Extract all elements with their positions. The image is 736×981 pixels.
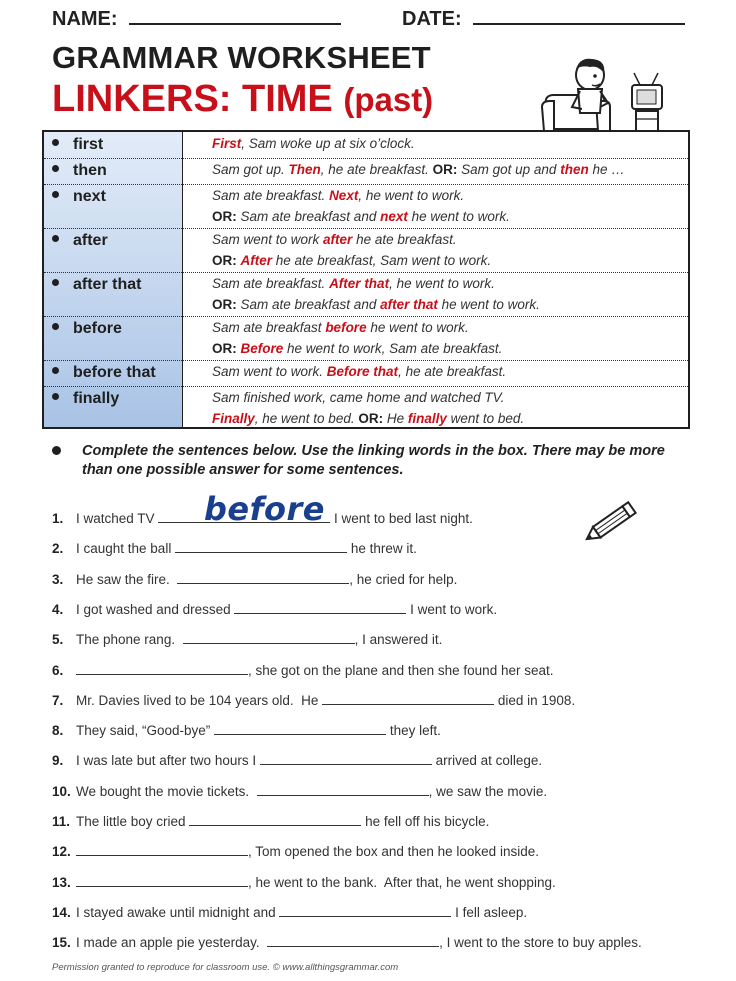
linker-word — [52, 390, 119, 408]
answer-blank[interactable] — [260, 752, 432, 765]
question-text-after: he threw it. — [347, 541, 417, 556]
example-sentence — [212, 209, 510, 224]
bullet-icon — [52, 191, 59, 198]
question-item — [52, 752, 542, 768]
sentence-text: Sam went to work. — [212, 364, 327, 379]
question-text-after: I went to bed last night. — [330, 511, 473, 526]
question-text-after: he fell off his bicycle. — [361, 814, 490, 829]
question-item — [52, 783, 547, 799]
linkers-table — [42, 130, 690, 429]
linker-word — [52, 276, 141, 294]
question-item — [52, 510, 473, 526]
sentence-text: Sam ate breakfast. — [212, 276, 330, 291]
question-item — [52, 813, 489, 829]
instructions-text: Complete the sentences below. Use the linking words in the box. There may be more than one possible answer for some sentences. — [82, 443, 665, 478]
example-sentence — [212, 341, 502, 356]
sentence-text: went to bed. — [446, 411, 525, 426]
question-text-before: He saw the fire. — [76, 572, 178, 587]
bullet-icon — [52, 446, 61, 455]
sentence-text: Sam finished work, came home and watched TV. — [212, 390, 505, 405]
pencil-icon — [585, 495, 645, 545]
linker-label: finally — [73, 390, 120, 407]
or-label: OR: — [212, 297, 237, 312]
sentence-text: , Sam woke up at six o’clock. — [241, 136, 415, 151]
linker-row — [44, 158, 688, 185]
sentence-text: He — [383, 411, 408, 426]
sentence-text: Sam got up. — [212, 162, 289, 177]
highlighted-linker: then — [560, 162, 589, 177]
bullet-icon — [52, 367, 59, 374]
sentence-text: Sam got up and — [457, 162, 561, 177]
highlighted-linker: next — [380, 209, 408, 224]
linker-row — [44, 184, 688, 229]
bullet-icon — [52, 165, 59, 172]
question-number: 9. — [52, 753, 64, 768]
linker-label: first — [73, 136, 104, 153]
question-item — [52, 843, 539, 859]
highlighted-linker: After that — [329, 276, 390, 291]
worksheet-subtitle — [52, 78, 433, 121]
question-item — [52, 662, 553, 678]
date-line[interactable] — [473, 23, 685, 25]
answer-blank[interactable] — [322, 692, 494, 705]
date-field[interactable] — [402, 8, 685, 31]
sentence-text: he ate breakfast. — [352, 232, 457, 247]
sentence-text: , he ate breakfast. — [398, 364, 507, 379]
answer-blank[interactable] — [177, 571, 349, 584]
question-text-after: , she got on the plane and then she found her seat. — [248, 663, 554, 678]
answer-blank[interactable] — [76, 662, 248, 675]
answer-blank[interactable] — [76, 843, 248, 856]
question-number: 2. — [52, 541, 64, 556]
highlighted-linker: Then — [288, 162, 321, 177]
linker-word — [52, 364, 156, 382]
linker-label: before — [73, 320, 122, 337]
sentence-text: , he ate breakfast. — [320, 162, 433, 177]
example-sentence — [212, 253, 491, 268]
copyright-footer: Permission granted to reproduce for classroom use. © www.allthingsgrammar.com — [52, 962, 399, 973]
linker-word — [52, 162, 107, 180]
sentence-text: , he went to work. — [358, 188, 465, 203]
question-text-before: I watched TV — [76, 511, 159, 526]
date-label: DATE: — [402, 8, 462, 30]
subtitle-paren: (past) — [343, 81, 434, 118]
or-label: OR: — [212, 341, 237, 356]
question-number: 3. — [52, 572, 64, 587]
question-text-after: I fell asleep. — [451, 905, 528, 920]
question-text-after: I went to work. — [406, 602, 498, 617]
name-line[interactable] — [129, 23, 341, 25]
question-text-after: , he cried for help. — [349, 572, 458, 587]
bullet-icon — [52, 323, 59, 330]
linker-word — [52, 188, 106, 206]
bullet-icon — [52, 139, 59, 146]
example-sentence — [212, 276, 495, 291]
sentence-text: Sam went to work — [212, 232, 324, 247]
linker-word — [52, 136, 103, 154]
question-number: 11. — [52, 814, 71, 829]
linker-word — [52, 320, 122, 338]
sentence-text: Sam ate breakfast — [212, 320, 326, 335]
or-label: OR: — [212, 209, 237, 224]
linker-label: then — [73, 162, 107, 179]
question-number: 12. — [52, 844, 71, 859]
instructions — [52, 442, 692, 480]
name-label: NAME: — [52, 8, 118, 30]
answer-blank[interactable] — [189, 813, 361, 826]
question-text-before: I caught the ball — [76, 541, 176, 556]
linker-row — [44, 272, 688, 317]
question-item — [52, 934, 642, 950]
example-sentence — [212, 297, 540, 312]
highlighted-linker: Finally — [212, 411, 255, 426]
highlighted-linker: Before — [240, 341, 284, 356]
question-text-before: The little boy cried — [76, 814, 190, 829]
question-text-after: arrived at college. — [431, 753, 543, 768]
example-sentence — [212, 411, 524, 426]
question-number: 6. — [52, 663, 64, 678]
or-label: OR: — [212, 253, 237, 268]
question-item — [52, 904, 527, 920]
highlighted-linker: Before that — [326, 364, 399, 379]
sentence-text: he went to work. — [366, 320, 469, 335]
linker-word — [52, 232, 108, 250]
or-label: OR: — [432, 162, 458, 177]
question-number: 14. — [52, 905, 71, 920]
question-text-before: Mr. Davies lived to be 104 years old. He — [76, 693, 323, 708]
name-field[interactable] — [52, 8, 341, 31]
question-text-before: We bought the movie tickets. — [76, 784, 257, 799]
bullet-icon — [52, 235, 59, 242]
answer-blank[interactable] — [267, 934, 439, 947]
question-number: 8. — [52, 723, 64, 738]
sentence-text: , he went to work. — [389, 276, 495, 291]
example-sentence — [212, 232, 457, 247]
question-number: 7. — [52, 693, 64, 708]
boy-watching-tv-illustration — [540, 55, 670, 137]
question-text-after: , I answered it. — [354, 632, 443, 647]
question-text-before: I got washed and dressed — [76, 602, 235, 617]
linker-label: after — [73, 232, 108, 249]
question-number: 4. — [52, 602, 64, 617]
worksheet-title: GRAMMAR WORKSHEET — [52, 40, 431, 75]
question-text-after: died in 1908. — [494, 693, 576, 708]
or-label: OR: — [358, 411, 384, 426]
example-sentence — [212, 320, 469, 335]
question-text-before: They said, “Good-bye” — [76, 723, 215, 738]
highlighted-linker: After — [240, 253, 273, 268]
sentence-text: he went to work. — [437, 297, 540, 312]
highlighted-linker: First — [212, 136, 242, 151]
question-text-before: The phone rang. — [76, 632, 183, 647]
question-item — [52, 692, 575, 708]
example-answer: before — [204, 490, 325, 528]
question-text-before: I stayed awake until midnight and — [76, 905, 280, 920]
question-number: 5. — [52, 632, 64, 647]
linker-label: after that — [73, 276, 142, 293]
highlighted-linker: Next — [329, 188, 359, 203]
highlighted-linker: before — [325, 320, 367, 335]
question-text-after: , Tom opened the box and then he looked inside. — [248, 844, 539, 859]
answer-blank[interactable] — [214, 722, 386, 735]
linker-label: next — [73, 188, 106, 205]
example-sentence — [212, 136, 415, 151]
highlighted-linker: after — [323, 232, 353, 247]
sentence-text: Sam ate breakfast. — [212, 188, 330, 203]
answer-blank[interactable] — [279, 904, 451, 917]
answer-blank[interactable] — [76, 874, 248, 887]
sentence-text: , he went to bed. — [254, 411, 359, 426]
question-text-before: I made an apple pie yesterday. — [76, 935, 268, 950]
example-sentence — [212, 364, 506, 379]
linker-row — [44, 360, 688, 387]
bullet-icon — [52, 393, 59, 400]
linker-row — [44, 132, 688, 159]
question-item — [52, 571, 457, 587]
question-number: 10. — [52, 784, 71, 799]
sentence-text: he ate breakfast, Sam went to work. — [272, 253, 492, 268]
question-item — [52, 722, 441, 738]
sentence-text: he went to work, Sam ate breakfast. — [283, 341, 503, 356]
example-sentence — [212, 188, 464, 203]
question-number: 13. — [52, 875, 71, 890]
question-text-after: , we saw the movie. — [428, 784, 548, 799]
answer-blank[interactable] — [175, 540, 347, 553]
example-sentence — [212, 162, 625, 177]
linker-row — [44, 228, 688, 273]
linker-label: before that — [73, 364, 156, 381]
question-text-after: they left. — [386, 723, 441, 738]
subtitle-main: LINKERS: TIME — [52, 78, 333, 120]
sentence-text: he … — [588, 162, 625, 177]
answer-blank[interactable] — [158, 510, 330, 523]
linker-row — [44, 316, 688, 361]
bullet-icon — [52, 279, 59, 286]
linker-row — [44, 386, 688, 429]
answer-blank[interactable] — [183, 631, 355, 644]
sentence-text: Sam ate breakfast and — [236, 209, 381, 224]
question-number: 15. — [52, 935, 71, 950]
highlighted-linker: after that — [380, 297, 438, 312]
question-text-before: I was late but after two hours I — [76, 753, 260, 768]
answer-blank[interactable] — [257, 783, 429, 796]
question-item — [52, 874, 556, 890]
question-number: 1. — [52, 511, 64, 526]
sentence-text: he went to work. — [407, 209, 510, 224]
example-sentence — [212, 390, 504, 405]
sentence-text: Sam ate breakfast and — [236, 297, 381, 312]
question-text-after: , he went to the bank. After that, he went shopping. — [248, 875, 556, 890]
answer-blank[interactable] — [234, 601, 406, 614]
question-text-after: , I went to the store to buy apples. — [439, 935, 642, 950]
highlighted-linker: finally — [407, 411, 447, 426]
question-item — [52, 601, 497, 617]
question-item — [52, 631, 442, 647]
question-item — [52, 540, 417, 556]
